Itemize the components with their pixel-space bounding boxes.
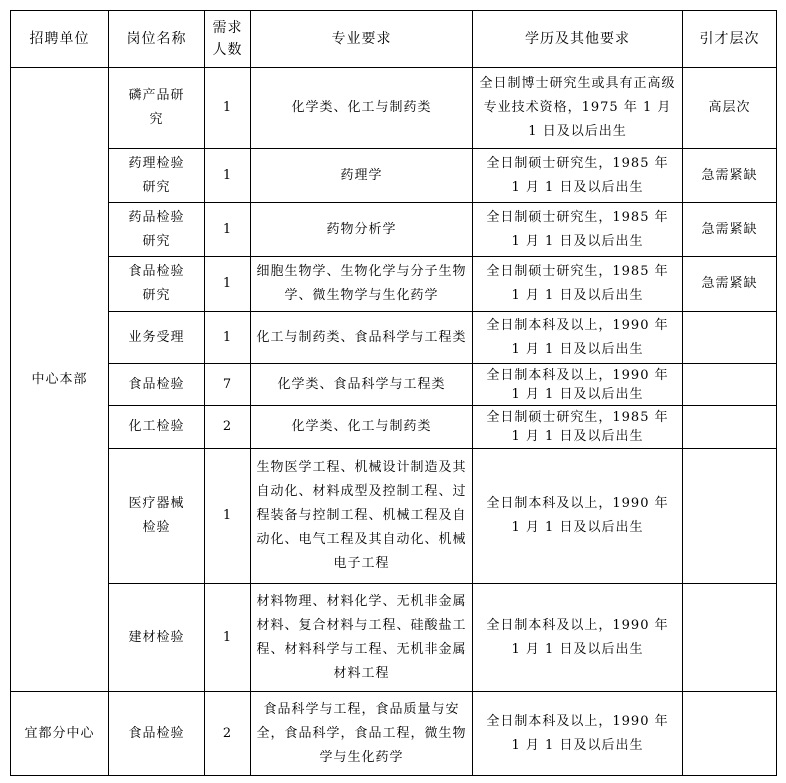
- header-education: 学历及其他要求: [473, 11, 683, 68]
- count-cell: 1: [205, 149, 251, 203]
- table-row: [11, 584, 777, 692]
- table-row: [11, 449, 777, 584]
- education-cell: 全日制硕士研究生，1985 年 1 月 1 日及以后出生: [473, 203, 683, 257]
- level-cell: [683, 449, 777, 584]
- count-cell: 1: [205, 584, 251, 692]
- level-cell: [683, 312, 777, 364]
- position-cell: 业务受理: [109, 312, 205, 364]
- count-cell: 2: [205, 692, 251, 776]
- recruitment-table: [10, 10, 777, 776]
- level-cell: 急需紧缺: [683, 203, 777, 257]
- table-row: [11, 364, 777, 406]
- position-cell: 食品检验: [109, 364, 205, 406]
- education-cell: 全日制本科及以上，1990 年 1 月 1 日及以后出生: [473, 692, 683, 776]
- level-cell: [683, 584, 777, 692]
- major-cell: 食品科学与工程，食品质量与安全，食品科学，食品工程，微生物学与生化药学: [251, 692, 473, 776]
- header-unit: 招聘单位: [11, 11, 109, 68]
- education-cell: 全日制本科及以上，1990 年 1 月 1 日及以后出生: [473, 312, 683, 364]
- table-row: [11, 312, 777, 364]
- level-cell: [683, 692, 777, 776]
- level-cell: 急需紧缺: [683, 257, 777, 312]
- level-cell: 急需紧缺: [683, 149, 777, 203]
- major-cell: 细胞生物学、生物化学与分子生物学、微生物学与生化药学: [251, 257, 473, 312]
- level-cell: 高层次: [683, 68, 777, 149]
- unit-cell-center: 中心本部: [11, 68, 109, 692]
- major-cell: 化学类、化工与制药类: [251, 406, 473, 449]
- count-cell: 1: [205, 312, 251, 364]
- count-cell: 2: [205, 406, 251, 449]
- position-cell: 医疗器械检验: [109, 449, 205, 584]
- count-cell: 7: [205, 364, 251, 406]
- level-cell: [683, 364, 777, 406]
- position-cell: 药品检验研究: [109, 203, 205, 257]
- position-cell: 药理检验研究: [109, 149, 205, 203]
- count-cell: 1: [205, 203, 251, 257]
- table-row: [11, 692, 777, 776]
- header-level: 引才层次: [683, 11, 777, 68]
- major-cell: 化学类、食品科学与工程类: [251, 364, 473, 406]
- table-row: [11, 68, 777, 149]
- table-row: [11, 203, 777, 257]
- education-cell: 全日制本科及以上，1990 年 1 月 1 日及以后出生: [473, 584, 683, 692]
- major-cell: 生物医学工程、机械设计制造及其自动化、材料成型及控制工程、过程装备与控制工程、机械工程及自动化、电气工程及其自动化、机械电子工程: [251, 449, 473, 584]
- table-row: [11, 149, 777, 203]
- education-cell: 全日制本科及以上，1990 年 1 月 1 日及以后出生: [473, 364, 683, 406]
- education-cell: 全日制硕士研究生，1985 年 1 月 1 日及以后出生: [473, 406, 683, 449]
- table-row: [11, 406, 777, 449]
- position-cell: 食品检验: [109, 692, 205, 776]
- education-cell: 全日制硕士研究生，1985 年 1 月 1 日及以后出生: [473, 257, 683, 312]
- major-cell: 化学类、化工与制药类: [251, 68, 473, 149]
- header-count: 需求人数: [205, 11, 251, 68]
- position-cell: 建材检验: [109, 584, 205, 692]
- table-row: [11, 257, 777, 312]
- position-cell: 磷产品研究: [109, 68, 205, 149]
- education-cell: 全日制本科及以上，1990 年 1 月 1 日及以后出生: [473, 449, 683, 584]
- education-cell: 全日制博士研究生或具有正高级专业技术资格，1975 年 1 月 1 日及以后出生: [473, 68, 683, 149]
- major-cell: 药物分析学: [251, 203, 473, 257]
- count-cell: 1: [205, 449, 251, 584]
- position-cell: 化工检验: [109, 406, 205, 449]
- major-cell: 化工与制药类、食品科学与工程类: [251, 312, 473, 364]
- major-cell: 药理学: [251, 149, 473, 203]
- header-major: 专业要求: [251, 11, 473, 68]
- education-cell: 全日制硕士研究生，1985 年 1 月 1 日及以后出生: [473, 149, 683, 203]
- header-position: 岗位名称: [109, 11, 205, 68]
- count-cell: 1: [205, 68, 251, 149]
- count-cell: 1: [205, 257, 251, 312]
- unit-cell-yidu: 宜都分中心: [11, 692, 109, 776]
- major-cell: 材料物理、材料化学、无机非金属材料、复合材料与工程、硅酸盐工程、材料科学与工程、无机非金属材料工程: [251, 584, 473, 692]
- header-row: [11, 11, 777, 68]
- position-cell: 食品检验研究: [109, 257, 205, 312]
- level-cell: [683, 406, 777, 449]
